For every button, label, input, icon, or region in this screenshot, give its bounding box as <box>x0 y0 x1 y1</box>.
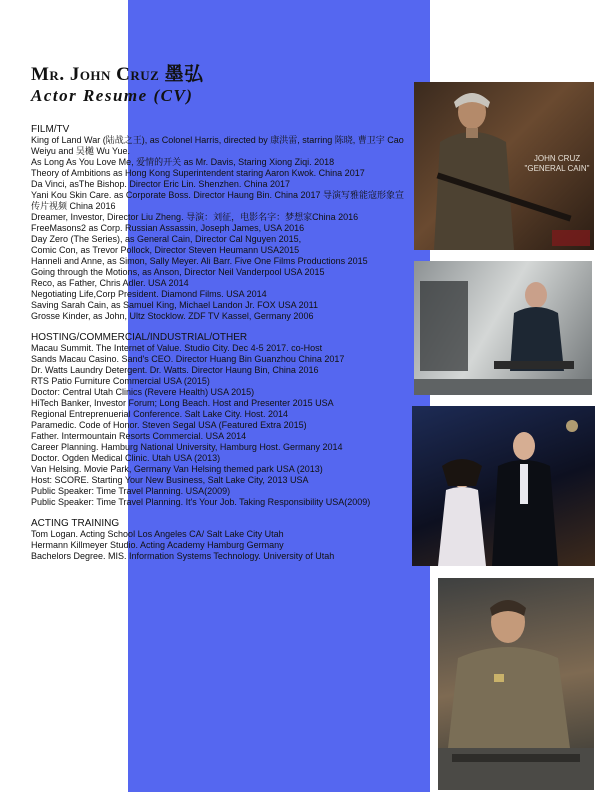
list-item: Regional Entreprenuerial Conference. Salt Lake City. Host. 2014 <box>31 409 288 419</box>
list-item: Da Vinci, asThe Bishop. Director Eric Lin. Shenzhen. China 2017 <box>31 179 290 189</box>
photo-caption: JOHN CRUZ "GENERAL CAIN" <box>524 154 590 173</box>
hosting-list <box>31 343 411 508</box>
list-item: Tom Logan. Acting School Los Angeles CA/ Salt Lake City Utah <box>31 529 284 539</box>
list-item: Hermann Killmeyer Studio. Acting Academy Hamburg Germany <box>31 540 284 550</box>
list-item: Hanneli and Anne, as Simon, Sally Meyer. Ali Barr. Five One Films Productions 2015 <box>31 256 368 266</box>
resume-content <box>31 64 411 572</box>
photo-military-officer <box>438 578 594 790</box>
list-item: Host: SCORE. Starting Your New Business, Salt Lake City, 2013 USA <box>31 475 309 485</box>
list-item: Day Zero (The Series), as General Cain, Director Cal Nguyen 2015, <box>31 234 302 244</box>
list-item: Reco, as Father, Chris Adler. USA 2014 <box>31 278 189 288</box>
list-item: Bachelors Degree. MIS. Information Systems Technology. University of Utah <box>31 551 335 561</box>
figure-two-hosts <box>412 406 595 566</box>
section-title-hosting: HOSTING/COMMERCIAL/INDUSTRIAL/OTHER <box>31 332 248 343</box>
list-item: RTS Patio Furniture Commercial USA (2015) <box>31 376 210 386</box>
list-item: King of Land War (陆战之王), as Colonel Harris, directed by 康洪雷, starring 陈晓, 曹卫宇 Cao Weiyu and 吴樾 Wu Yue. <box>31 135 404 156</box>
list-item: Going through the Motions, as Anson, Director Neil Vanderpool USA 2015 <box>31 267 325 277</box>
acting-training-list <box>31 529 411 562</box>
list-item: Van Helsing. Movie Park, Germany Van Helsing themed park USA (2013) <box>31 464 323 474</box>
list-item: Macau Summit. The Internet of Value. Studio City. Dec 4-5 2017. co-Host <box>31 343 323 353</box>
photo-general-cain <box>414 82 594 250</box>
list-item: FreeMasons2 as Corp. Russian Assassin, Joseph James, USA 2016 <box>31 223 305 233</box>
list-item: Public Speaker: Time Travel Planning. It's Your Job. Taking Responsibility USA(2009) <box>31 497 371 507</box>
section-title-acting-training: ACTING TRAINING <box>31 518 120 529</box>
list-item: Dr. Watts Laundry Detergent. Dr. Watts. Director Haung Bin, China 2016 <box>31 365 319 375</box>
list-item: Grosse Kinder, as John, Ultz Stocklow. ZDF TV Kassel, Germany 2006 <box>31 311 314 321</box>
list-item: Doctor: Central Utah Clinics (Revere Health) USA 2015) <box>31 387 255 397</box>
resume-subtitle: Actor Resume (CV) <box>31 86 194 105</box>
list-item: Yani Kou Skin Care. as Corporate Boss. Director Haung Bin. China 2017 导演写雅能寇形象宣传片视频 China 2016 <box>31 190 404 211</box>
actor-name: Mr. John Cruz 墨弘 <box>31 64 204 85</box>
list-item: As Long As You Love Me, 爱情的开关 as Mr. Davis, Staring Xiong Ziqi. 2018 <box>31 157 335 167</box>
film-tv-list <box>31 135 411 322</box>
list-item: Negotiating Life,Corp President. Diamond Films. USA 2014 <box>31 289 267 299</box>
list-item: Saving Sarah Cain, as Samuel King, Michael Landon Jr. FOX USA 2011 <box>31 300 318 310</box>
list-item: Dreamer, Investor, Director Liu Zheng. 导演：刘征，电影名字：梦想家China 2016 <box>31 212 359 222</box>
list-item: Sands Macau Casino. Sand's CEO. Director Huang Bin Guanzhou China 2017 <box>31 354 345 364</box>
list-item: Career Planning. Hamburg National University, Hamburg Host. Germany 2014 <box>31 442 343 452</box>
list-item: Paramedic. Code of Honor. Steven Segal USA (Featured Extra 2015) <box>31 420 307 430</box>
figure-officer-uniform <box>438 578 594 790</box>
list-item: Father. Intermountain Resorts Commercial. USA 2014 <box>31 431 247 441</box>
figure-man-in-chair <box>414 261 592 395</box>
list-item: Comic Con, as Trevor Pollock, Director Steven Heumann USA2015 <box>31 245 300 255</box>
list-item: Doctor. Ogden Medical Clinic. Utah USA (2013) <box>31 453 221 463</box>
photo-hosting-stage <box>412 406 595 566</box>
list-item: Theory of Ambitions as Hong Kong Superintendent staring Aaron Kwok. China 2017 <box>31 168 365 178</box>
list-item: HiTech Banker, Investor Forum; Long Beach. Host and Presenter 2015 USA <box>31 398 334 408</box>
section-title-film-tv: FILM/TV <box>31 124 70 135</box>
list-item: Public Speaker: Time Travel Planning. USA(2009) <box>31 486 231 496</box>
photo-office-scene <box>414 261 592 395</box>
